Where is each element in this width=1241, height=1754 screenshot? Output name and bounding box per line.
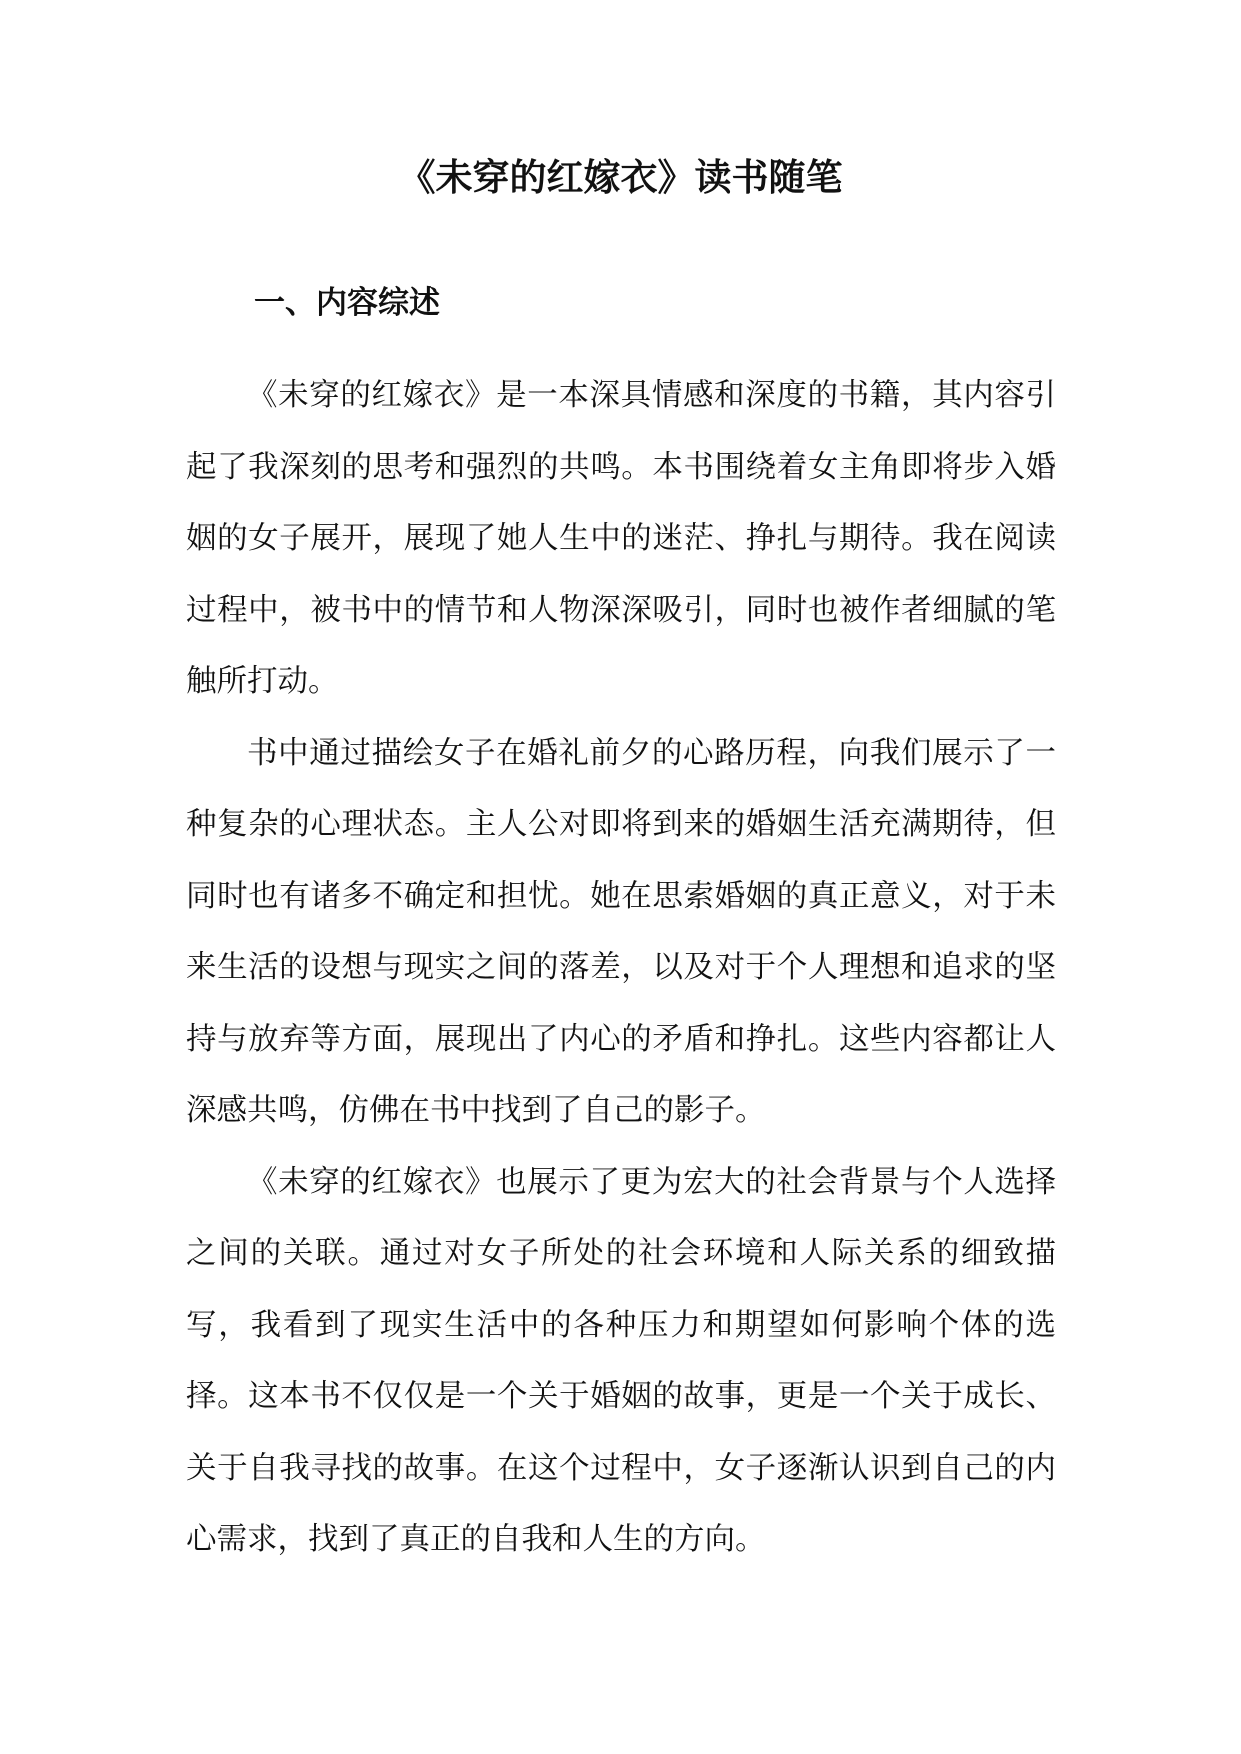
paragraph-2: 书中通过描绘女子在婚礼前夕的心路历程，向我们展示了一种复杂的心理状态。主人公对即将到来的婚姻生活充满期待，但同时也有诸多不确定和担忧。她在思索婚姻的真正意义，对于未来生活的设想与现实之间的落差，以及对于个人理想和追求的坚持与放弃等方面，展现出了内心的矛盾和挣扎。这些内容都让人深感共鸣，仿佛在书中找到了自己的影子。 — [186, 735, 1056, 1128]
document-title: 《未穿的红嫁衣》读书随笔 — [398, 155, 843, 199]
paragraph-1: 《未穿的红嫁衣》是一本深具情感和深度的书籍，其内容引起了我深刻的思考和强烈的共鸣。本书围绕着女主角即将步入婚姻的女子展开，展现了她人生中的迷茫、挣扎与期待。我在阅读过程中，被书中的情节和人物深深吸引，同时也被作者细腻的笔触所打动。 — [186, 378, 1056, 699]
section-heading-summary: 一、内容综述 — [254, 285, 440, 321]
section-body — [186, 360, 1056, 1576]
paragraph-3: 《未穿的红嫁衣》也展示了更为宏大的社会背景与个人选择之间的关联。通过对女子所处的社会环境和人际关系的细致描写，我看到了现实生活中的各种压力和期望如何影响个体的选择。这本书不仅仅是一个关于婚姻的故事，更是一个关于成长、关于自我寻找的故事。在这个过程中，女子逐渐认识到自己的内心需求，找到了真正的自我和人生的方向。 — [186, 1164, 1056, 1557]
